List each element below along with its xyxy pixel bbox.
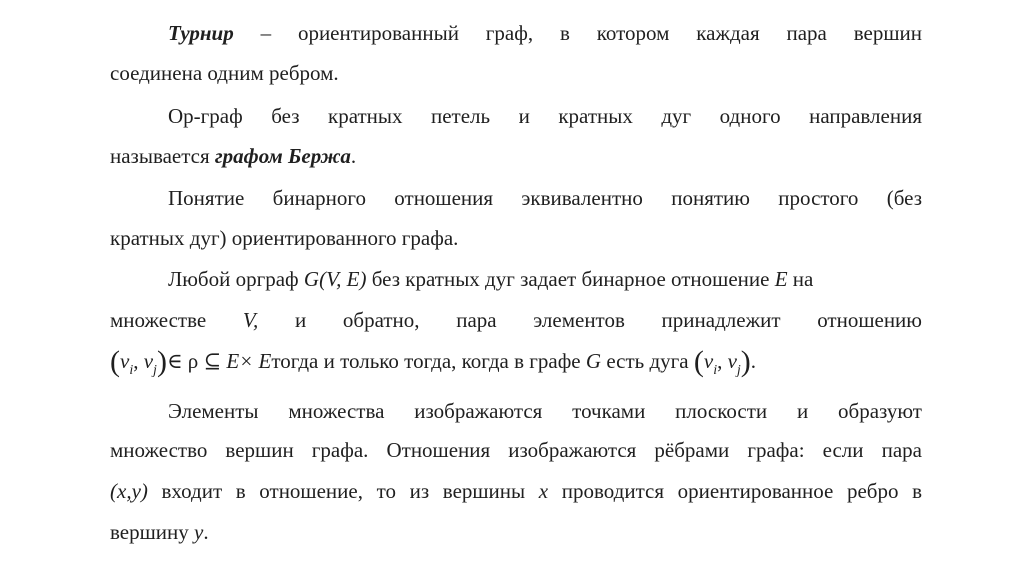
graph-notation: G(V, E) — [303, 267, 367, 291]
p2-line1: Ор-граф без кратных петель и кратных дуг одного направления — [168, 104, 922, 128]
p1-text: – ориентированный граф, в котором каждая пара вершин — [233, 21, 922, 45]
p4-line3-formula — [110, 346, 922, 386]
formula2-paren-open: ( — [693, 345, 704, 378]
vertex-y: y — [194, 520, 204, 544]
p4-text-f: тогда и только тогда, когда в графе — [271, 349, 586, 373]
p1-line1 — [168, 18, 922, 48]
p5-period: . — [203, 520, 209, 544]
p5-line3 — [110, 476, 922, 506]
p4-text-g: есть дуга — [601, 349, 694, 373]
formula-sub-i: i — [129, 363, 134, 378]
formula-paren-open: ( — [110, 345, 120, 378]
formula2-paren-close: ) — [740, 345, 751, 378]
formula2-comma: , — [717, 349, 728, 373]
formula-sub-j: j — [153, 363, 157, 378]
formula-vi: v — [120, 349, 130, 373]
p1-line2: соединена одним ребром. — [110, 61, 339, 85]
term-berge-graph: графом Бержа — [214, 144, 351, 168]
set-v: V, — [242, 308, 259, 332]
vertex-x: x — [538, 479, 549, 503]
p2-period: . — [350, 144, 357, 168]
term-tournament: Турнир — [168, 21, 234, 45]
pair-xy: (x,y) — [110, 479, 148, 503]
p4-text-b: без кратных дуг задает бинарное отношение — [366, 267, 775, 291]
formula-relation: ∈ ρ ⊆ — [166, 349, 227, 373]
formula2-sub-i: i — [713, 363, 718, 378]
p4-period: . — [750, 349, 757, 373]
relation-e: E — [774, 267, 788, 291]
p5-text-a: входит в отношение, то из вершины — [147, 479, 539, 503]
formula2-sub-j: j — [736, 363, 741, 378]
p3-line1: Понятие бинарного отношения эквивалентно понятию простого (без — [168, 186, 922, 210]
formula2-vi: v — [703, 349, 714, 373]
p4-text-a: Любой орграф — [168, 267, 304, 291]
formula-paren-close: ) — [156, 345, 167, 378]
graph-g: G — [585, 349, 602, 373]
formula-comma: , — [133, 349, 144, 373]
p2-text: называется — [110, 144, 215, 168]
p2-line2 — [110, 141, 922, 171]
p5-text-c: вершину — [110, 520, 195, 544]
p3-line2: кратных дуг) ориентированного графа. — [110, 226, 459, 250]
formula-cartesian: E× E — [226, 349, 272, 373]
formula2-vj: v — [727, 349, 737, 373]
p4-line1 — [168, 264, 922, 294]
p5-text-b: проводится ориентированное ребро в — [548, 479, 922, 503]
p5-line1: Элементы множества изображаются точками плоскости и образуют — [168, 399, 922, 423]
p5-line2: множество вершин графа. Отношения изображаются рёбрами графа: если пара — [110, 438, 922, 462]
p4-text-e: и обратно, пара элементов принадлежит отношению — [258, 308, 922, 332]
formula-vj: v — [143, 349, 154, 373]
p4-text-d: множестве — [110, 308, 243, 332]
p4-line2 — [110, 305, 922, 335]
p5-line4 — [110, 517, 922, 547]
p4-text-c: на — [787, 267, 814, 291]
